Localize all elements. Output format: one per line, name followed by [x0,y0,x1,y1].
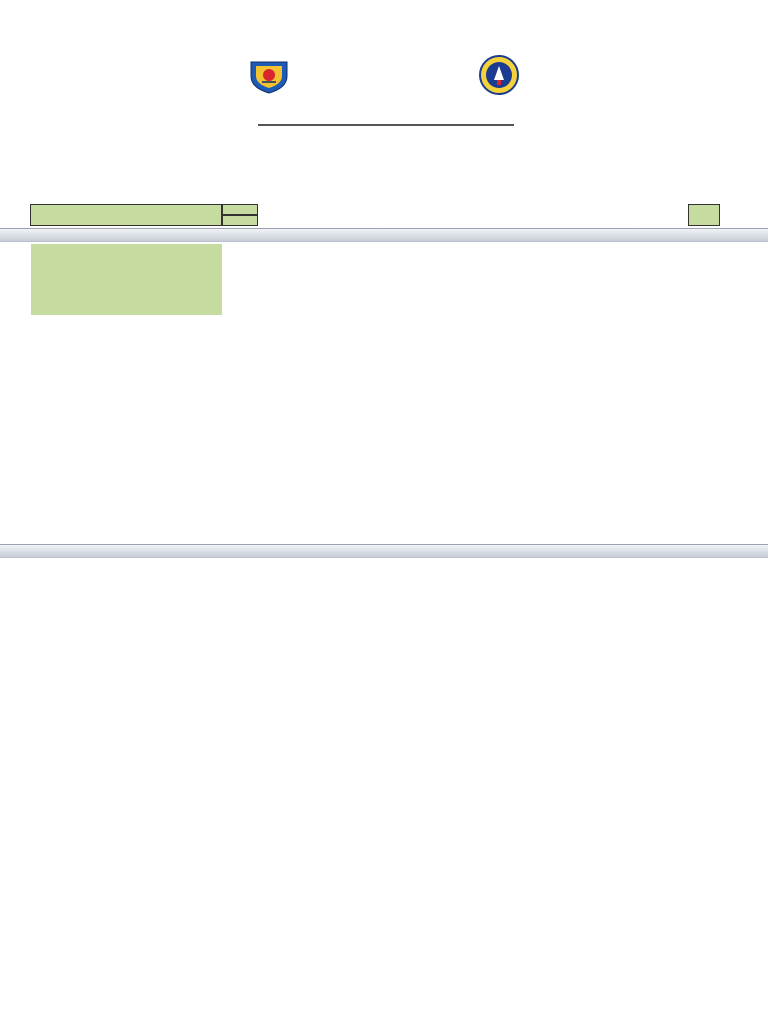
kd-cell [31,244,222,315]
page-separator [0,228,768,242]
letterhead [250,40,515,126]
col-materi-header [30,204,222,226]
col-ket-header [688,204,720,226]
col-jumlah-header [222,204,258,215]
letterhead-rule [258,124,514,126]
col-jumlah-header-2 [222,215,258,226]
school-logo [478,54,520,96]
page-separator [0,544,768,558]
